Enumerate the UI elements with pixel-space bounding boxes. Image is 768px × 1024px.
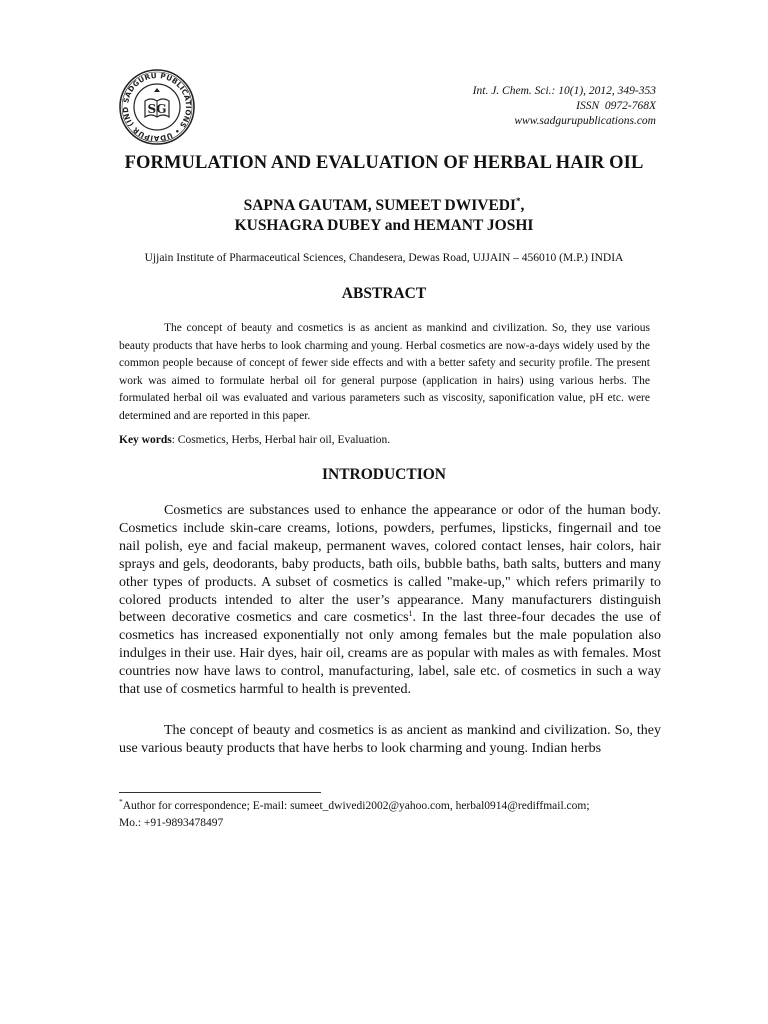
svg-text:SG: SG [147,102,167,116]
intro-p1-text-b: . In the last three-four decades the use of cosmetics has increased exponentially not only among females but the male population also indulges in their use. Hair dyes, hair oil, creams are as popular with males as with females. Most countries now have laws to control, manufacturing, label, sale etc. of cosmetics in such a way that use of cosmetics harmful to health is prevented. [119,610,661,698]
intro-p1-text-a: Cosmetics are substances used to enhance the appearance or odor of the human body. Cosmetics include skin-care creams, lotions, powders, perfumes, lipsticks, fingernail and toe nail polish, eye and facial makeup, permanent waves, colored contact lenses, hair colors, hair sprays and gels, deodorants, baby products, bath oils, bubble baths, bath salts, butters and many other types of products. A subset of cosmetics is called "make-up," which refers primarily to colored products intended to alter the user’s appearance. Many manufacturers distinguish between decorative cosmetics and care cosmetics [119,503,661,626]
abstract-heading: ABSTRACT [341,285,427,302]
author-names-1: SAPNA GAUTAM, SUMEET DWIVEDI [243,197,517,214]
keywords-line [119,434,650,446]
corresponding-author-mark: * [516,196,521,206]
author-line-2: KUSHAGRA DUBEY and HEMANT JOSHI [234,217,534,234]
citation-ref-1: 1 [408,609,413,619]
author-affiliation: Ujjain Institute of Pharmaceutical Sciences, Chandesera, Dewas Road, UJJAIN – 456010 (M.P.) INDIA [144,252,624,264]
keywords-values: : Cosmetics, Herbs, Herbal hair oil, Evaluation. [171,434,391,446]
correspondence-footnote [119,798,679,832]
article-title: FORMULATION AND EVALUATION OF HERBAL HAIR OIL [124,153,644,173]
introduction-paragraph-1 [119,502,661,699]
footnote-mark: * [119,797,123,806]
introduction-paragraph-2: The concept of beauty and cosmetics is as ancient as mankind and civilization. So, they use various beauty products that have herbs to look charming and young. Indian herbs [119,723,661,756]
journal-issn: ISSN 0972-768X [576,100,656,112]
author-list [100,196,668,236]
footnote-divider [119,792,321,793]
keywords-label: Key words [119,434,172,446]
journal-citation: Int. J. Chem. Sci.: 10(1), 2012, 349-353 [472,85,656,97]
footnote-email-text: Author for correspondence; E-mail: sumeet_dwivedi2002@yahoo.com, herbal0914@rediffmail.com; [122,800,590,812]
abstract-text: The concept of beauty and cosmetics is as ancient as mankind and civilization. So, they use various beauty products that have herbs to look charming and young. Herbal cosmetics are now-a-days widely used by the common people because of concept of fewer side effects and with a better safety and security profile. The present work was aimed to formulate herbal oil for general purpose (application in hairs) using various herbs. The formulated herbal oil was evaluated and various parameters such as viscosity, saponification value, pH etc. were determined and are reported in this paper. [119,322,650,422]
footnote-phone: Mo.: +91-9893478497 [119,817,224,829]
publisher-seal-logo [118,68,196,146]
footnote-line-1 [119,798,679,815]
introduction-heading: INTRODUCTION [321,466,446,483]
svg-text:SADGURU PUBLICATIONS • UDAIPUR: SADGURU PUBLICATIONS • UDAIPUR (IND [120,70,194,144]
sadguru-publications-seal-icon [118,68,196,146]
author-line-1 [100,196,668,216]
author-comma: , [520,197,525,214]
journal-website: www.sadgurupublications.com [514,115,656,127]
journal-reference [336,84,656,129]
